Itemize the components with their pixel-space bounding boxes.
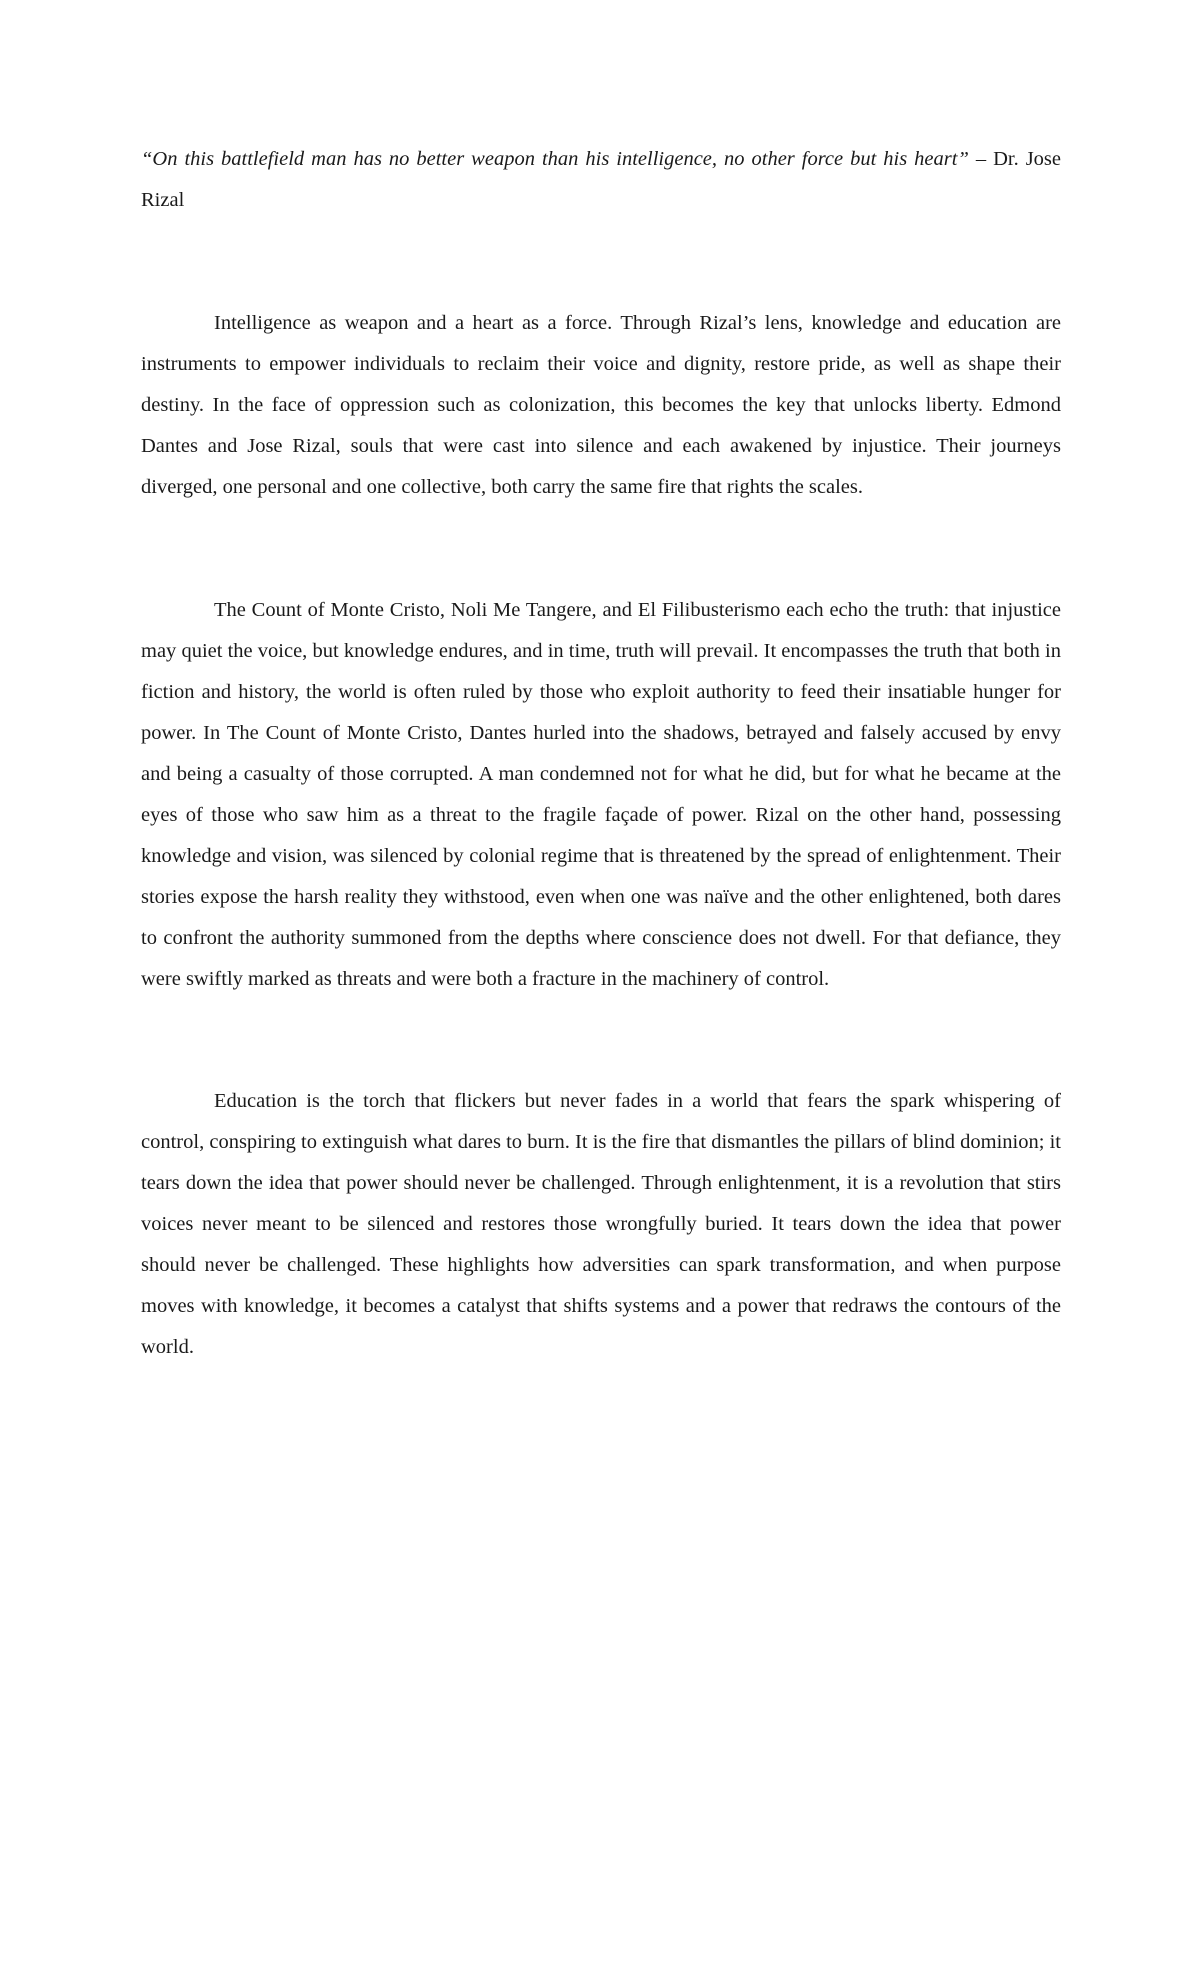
body-paragraph-3: Education is the torch that flickers but never fades in a world that fears the spark whispering of control, conspiring to extinguish what dares to burn. It is the fire that dismantles the pillars of blind dominion; it tears down the idea that power should never be challenged. Through enlightenment, it is a revolution that stirs voices never meant to be silenced and restores those wrongfully buried. It tears down the idea that power should never be challenged. These highlights how adversities can spark transformation, and when purpose moves with knowledge, it becomes a catalyst that shifts systems and a power that redraws the contours of the world. [141,1090,1061,1358]
epigraph-attribution: – Dr. Jose Rizal [141,148,1061,211]
body-paragraph-2: The Count of Monte Cristo, Noli Me Tangere, and El Filibusterismo each echo the truth: that injustice may quiet the voice, but knowledge endures, and in time, truth will prevail. It encompasses the truth that both in fiction and history, the world is often ruled by those who exploit authority to feed their insatiable hunger for power. In The Count of Monte Cristo, Dantes hurled into the shadows, betrayed and falsely accused by envy and being a casualty of those corrupted. A man condemned not for what he did, but for what he became at the eyes of those who saw him as a threat to the fragile façade of power. Rizal on the other hand, possessing knowledge and vision, was silenced by colonial regime that is threatened by the spread of enlightenment. Their stories expose the harsh reality they withstood, even when one was naïve and the other enlightened, both dares to confront the authority summoned from the depths where conscience does not dwell. For that defiance, they were swiftly marked as threats and were both a fracture in the machinery of control. [141,599,1061,990]
body-paragraph-1: Intelligence as weapon and a heart as a force. Through Rizal’s lens, knowledge and education are instruments to empower individuals to reclaim their voice and dignity, restore pride, as well as shape their destiny. In the face of oppression such as colonization, this becomes the key that unlocks liberty. Edmond Dantes and Jose Rizal, souls that were cast into silence and each awakened by injustice. Their journeys diverged, one personal and one collective, both carry the same fire that rights the scales. [141,312,1061,498]
epigraph-quote: “On this battlefield man has no better weapon than his intelligence, no other force but his heart” [141,148,969,170]
document-body [141,139,1061,1368]
epigraph [141,139,1061,221]
